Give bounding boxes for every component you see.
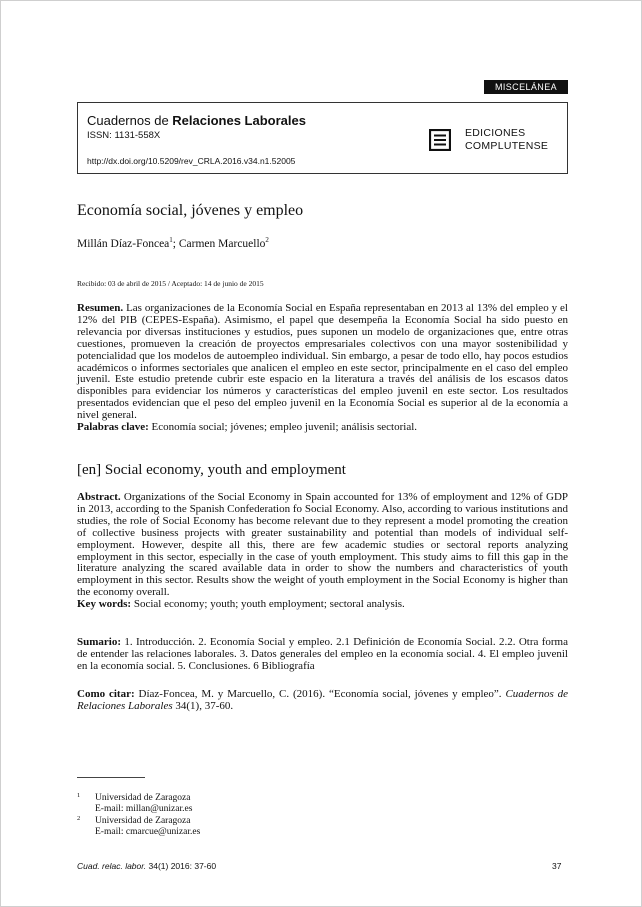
ediciones-complutense-logo-icon: [429, 129, 451, 151]
footer-citation: Cuad. relac. labor. 34(1) 2016: 37-60: [77, 861, 217, 871]
journal-header-box: [77, 102, 568, 174]
doi-link[interactable]: http://dx.doi.org/10.5209/rev_CRLA.2016.v34.n1.52005: [87, 156, 296, 166]
journal-name-bold: Relaciones Laborales: [172, 113, 306, 128]
footnote-number: 2: [77, 815, 81, 822]
sumario-section: [77, 637, 568, 673]
footnote-affiliation: Universidad de Zaragoza: [95, 793, 191, 803]
section-badge: MISCELÁNEA: [484, 80, 568, 94]
sumario-label: Sumario:: [77, 636, 121, 648]
resumen-section: [77, 303, 568, 434]
citation-label: Como citar:: [77, 688, 135, 700]
sumario-text: 1. Introducción. 2. Economía Social y empleo. 2.1 Definición de Economía Social. 2.2. Otra forma de entender las relaciones laborales. 3. Datos generales del empleo en la economía social. 4. El empleo juvenil en la economía social. 5. Conclusiones. 6 Bibliografía: [77, 636, 568, 672]
publisher-name: EDICIONES COMPLUTENSE: [465, 127, 549, 152]
palabras-clave-text: Economía social; jóvenes; empleo juvenil; análisis sectorial.: [148, 421, 418, 434]
palabras-clave-label: Palabras clave:: [77, 421, 149, 434]
citation-volume: 34(1), 37-60.: [172, 699, 234, 712]
citation-text: Díaz-Foncea, M. y Marcuello, C. (2016). “Economía social, jóvenes y empleo”.: [134, 688, 506, 700]
footnote-affiliation: Universidad de Zaragoza: [95, 816, 191, 826]
issn: ISSN: 1131-558X: [87, 130, 161, 141]
key-words-label: Key words:: [77, 598, 132, 611]
author-name: Millán Díaz-Foncea: [77, 237, 170, 250]
footnote-divider: [77, 777, 145, 778]
journal-name: Cuadernos de Relaciones Laborales: [87, 113, 306, 128]
footnote-number: 1: [77, 792, 81, 799]
footnote-marker[interactable]: 2: [265, 236, 269, 244]
abstract-text: Organizations of the Social Economy in Spain accounted for 13% of employment and 12% of GDP in 2013, according to the Spanish Confederation fo Social Economy. Also, according to various institutions and studies, the role of Social Economy has become relevant due to they represent a model promoting the creation of collective business projects with greater sustainability and potential than models of individual self-employment. However, despite all this, there are few academic studies or sectoral reports analyzing employment in this sector, especially in the case of youth employment. This study aims to fill this gap in the literature analyzing the scared available data in order to show the numbers and characteristics of youth employment in this sector. Results show the weight of youth employment in the Social Economy is higher than the economy overall.: [77, 491, 568, 599]
abstract-section: [77, 492, 568, 611]
footnote-email[interactable]: E-mail: millan@unizar.es: [95, 804, 193, 814]
resumen-label: Resumen.: [77, 302, 124, 314]
page-number: 37: [552, 861, 562, 871]
citation-journal: Cuadernos de Relaciones Laborales: [77, 688, 568, 712]
key-words-text: Social economy; youth; youth employment; sectoral analysis.: [131, 598, 405, 611]
article-title: Economía social, jóvenes y empleo: [77, 202, 304, 219]
footnote-email[interactable]: E-mail: cmarcue@unizar.es: [95, 827, 201, 837]
footnote-marker[interactable]: 1: [169, 236, 173, 244]
resumen-text: Las organizaciones de la Economía Social en España representaban en 2013 al 13% del empleo y el 12% del PIB (CEPES-España). Asimismo, el papel que desempeña la Economía Social ha sido puesto en relevancia por diversas instituciones y estudios, pues suponen un modelo de organizaciones que, entre otras cuestiones, promueven la creación de proyectos empresariales colectivos con una mayor sostenibilidad y potencialidad que los modelos de autoempleo individual. Sin embargo, a pesar de todo ello, hay pocos estudios académicos o informes sectoriales que analicen el empleo en este sector, principalmente en el caso del empleo juvenil. Este estudio pretende cubrir este espacio en la literatura a través del análisis de los escasos datos disponibles para evidenciar los números y características del empleo juvenil en este sector. Los resultados presentados evidencian que el peso del empleo juvenil en la Economía Social es superior al de la economía a nivel general.: [77, 302, 568, 422]
english-title: [en] Social economy, youth and employment: [77, 462, 346, 478]
citation-section: [77, 689, 568, 713]
author-list: Millán Díaz-Foncea$^1$; Carmen Marcuello$^2$: [77, 236, 269, 250]
received-accepted-dates: Recibido: 03 de abril de 2015 / Aceptado: 14 de junio de 2015: [77, 279, 264, 288]
abstract-label: Abstract.: [77, 491, 121, 503]
author-name: Carmen Marcuello: [178, 237, 266, 250]
